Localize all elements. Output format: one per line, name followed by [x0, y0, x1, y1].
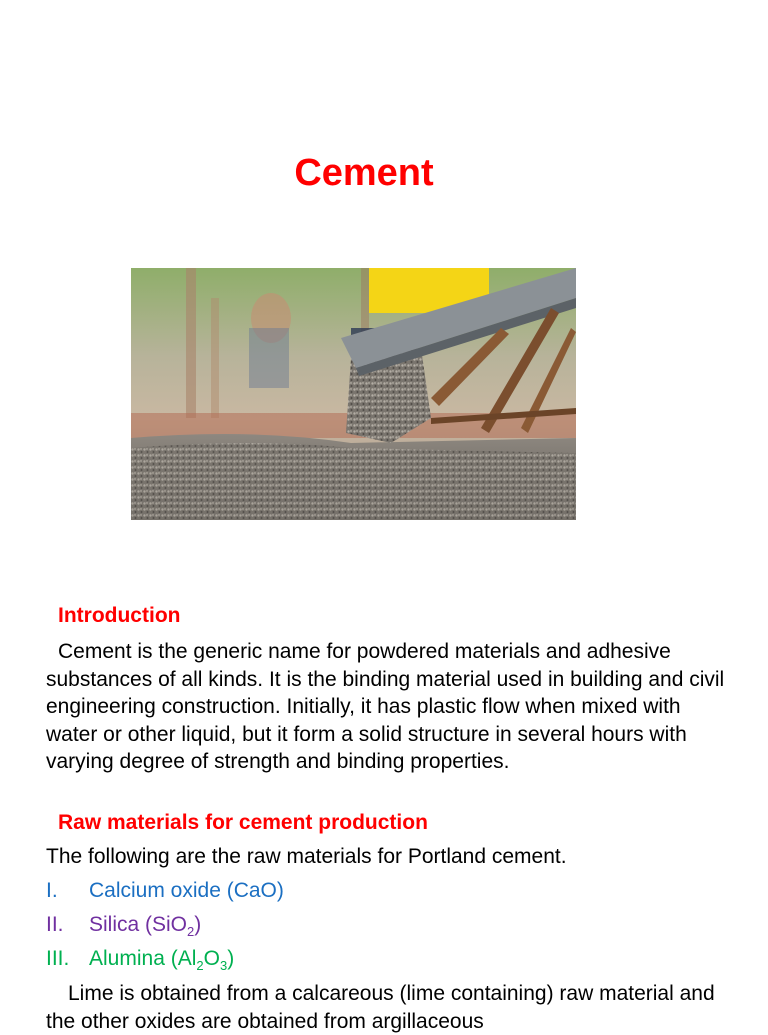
introduction-paragraph: Cement is the generic name for powdered materials and adhesive substances of all kinds. It is the binding material used in building and civil engineering construction. Initially, it has plastic flow when mixed with water or other liquid, but it form a solid structure in several hours with varying degree of strength and binding properties. — [46, 640, 725, 774]
list-text: Silica (SiO$_2$) — [89, 913, 202, 940]
list-item — [46, 945, 234, 980]
list-item — [46, 877, 284, 905]
introduction-heading: Introduction — [58, 604, 181, 627]
raw-materials-heading: Raw materials for cement production — [58, 811, 428, 834]
list-item — [46, 911, 201, 946]
concrete-pour-photo — [131, 268, 576, 520]
list-text: Calcium oxide (CaO) — [89, 879, 284, 902]
list-number: III. — [46, 947, 70, 970]
list-number: I. — [46, 879, 58, 902]
closing-paragraph: Lime is obtained from a calcareous (lime containing) raw material and the other oxides are obtained from argillaceous — [46, 982, 715, 1033]
list-text: Alumina $(Al_2O_3)$ — [89, 947, 235, 974]
page-title: Cement — [294, 152, 434, 194]
raw-materials-lead: The following are the raw materials for Portland cement. — [46, 845, 567, 868]
list-number: II. — [46, 913, 64, 936]
